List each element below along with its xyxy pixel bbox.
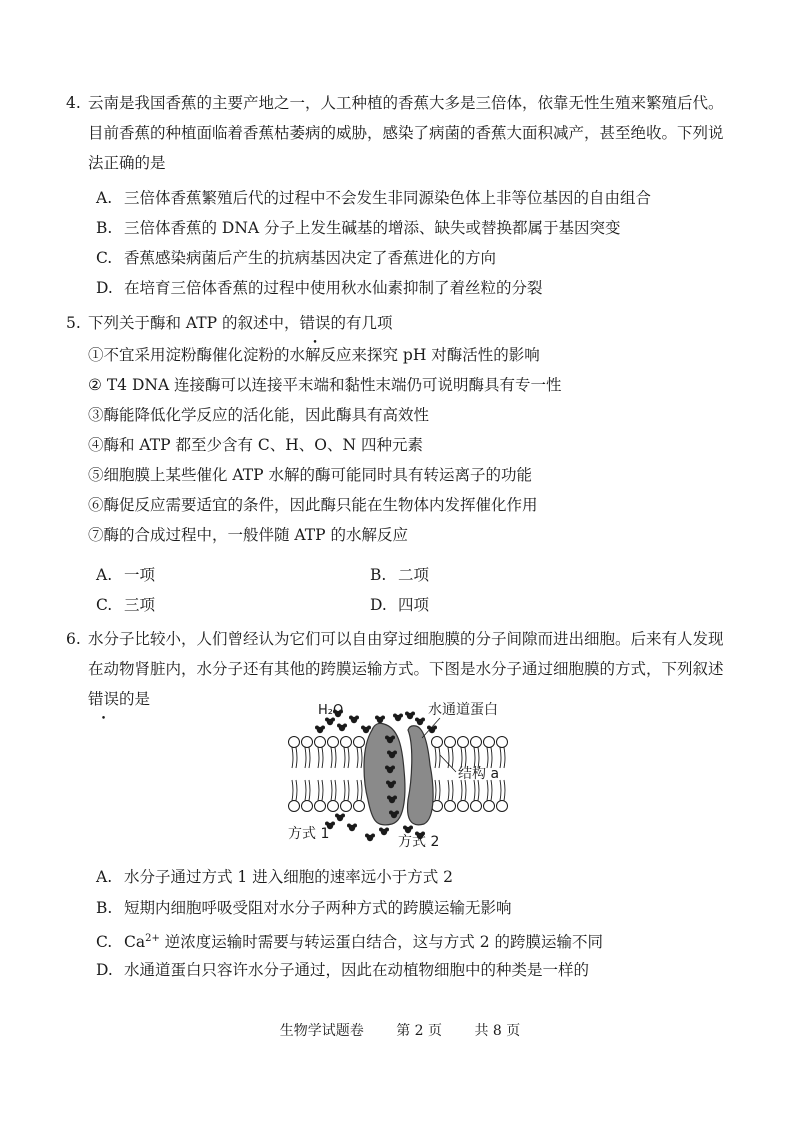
- question-6-line-1: 水分子比较小，人们曾经认为它们可以自由穿过细胞膜的分子间隙而进出细胞。后来有人发现: [88, 630, 724, 648]
- phospholipid-head: [471, 737, 482, 748]
- question-5-option-b[interactable]: B. 二项: [370, 566, 430, 584]
- question-4-number: 4.: [66, 94, 81, 112]
- phospholipid-tail: [465, 748, 466, 769]
- statement-1: ①不宜采用淀粉酶催化淀粉的水解反应来探究 pH 对酶活性的影响: [88, 346, 540, 364]
- water-molecule: [349, 716, 359, 724]
- phospholipid-head: [315, 737, 326, 748]
- question-5-option-a[interactable]: A. 一项: [96, 566, 156, 584]
- phospholipid-tail: [331, 780, 332, 801]
- phospholipid-tail: [448, 780, 449, 801]
- phospholipid-tail: [292, 748, 293, 769]
- phospholipid-tail: [439, 780, 440, 801]
- phospholipid-tail: [357, 780, 358, 801]
- water-molecule: [415, 718, 425, 726]
- phospholipid-head: [354, 801, 365, 812]
- phospholipid-tail: [309, 780, 310, 801]
- phospholipid-tail: [487, 780, 488, 801]
- statement-4: ④酶和 ATP 都至少含有 C、H、O、N 四种元素: [88, 436, 423, 454]
- statement-5: ⑤细胞膜上某些催化 ATP 水解的酶可能同时具有转运离子的功能: [88, 466, 532, 484]
- phospholipid-tail: [335, 780, 336, 801]
- phospholipid-tail: [296, 780, 297, 801]
- label-mode-1: 方式 1: [288, 826, 330, 842]
- phospholipid-head: [497, 737, 508, 748]
- phospholipid-head: [354, 737, 365, 748]
- phospholipid-head: [341, 737, 352, 748]
- phospholipid-tail: [348, 780, 349, 801]
- water-molecule: [315, 726, 325, 734]
- pointer-line: [440, 755, 456, 772]
- phospholipid-tail: [478, 780, 479, 801]
- phospholipid-tail: [452, 748, 453, 769]
- water-molecule: [337, 724, 347, 732]
- membrane-diagram: [280, 700, 520, 850]
- phospholipid-tail: [318, 748, 319, 769]
- question-5-option-c[interactable]: C. 三项: [96, 596, 156, 614]
- phospholipid-tail: [318, 780, 319, 801]
- water-molecule: [405, 712, 415, 720]
- phospholipid-head: [484, 737, 495, 748]
- water-molecule: [325, 718, 335, 726]
- footer-subject: 生物学试题卷: [279, 1023, 364, 1039]
- water-molecule: [365, 834, 375, 842]
- phospholipid-tail: [322, 780, 323, 801]
- phospholipid-head: [432, 737, 443, 748]
- question-5-statements: [88, 340, 562, 550]
- water-molecule: [335, 814, 345, 822]
- phospholipid-tail: [292, 780, 293, 801]
- question-4-option-d[interactable]: D. 在培育三倍体香蕉的过程中使用秋水仙素抑制了着丝粒的分裂: [96, 279, 543, 297]
- statement-7: ⑦酶的合成过程中，一般伴随 ATP 的水解反应: [88, 526, 408, 544]
- phospholipid-tail: [461, 748, 462, 769]
- phospholipid-tail: [348, 748, 349, 769]
- question-6-option-d[interactable]: D. 水通道蛋白只容许水分子通过，因此在动植物细胞中的种类是一样的: [96, 961, 590, 979]
- question-4-option-a[interactable]: A. 三倍体香蕉繁殖后代的过程中不会发生非同源染色体上非等位基因的自由组合: [96, 189, 652, 207]
- phospholipid-tail: [361, 748, 362, 769]
- phospholipid-tail: [335, 748, 336, 769]
- question-4-line-3: 法正确的是: [88, 154, 166, 172]
- phospholipid-tail: [487, 748, 488, 769]
- phospholipid-tail: [435, 780, 436, 801]
- page-footer: [0, 1020, 800, 1040]
- pointer-line: [422, 718, 440, 738]
- phospholipid-tail: [452, 780, 453, 801]
- emphasis-mark: 错误: [299, 314, 331, 332]
- phospholipid-tail: [439, 748, 440, 769]
- phospholipid-tail: [296, 748, 297, 769]
- question-6-option-a[interactable]: A. 水分子通过方式 1 进入细胞的速率远小于方式 2: [96, 868, 454, 886]
- water-molecule: [375, 716, 385, 724]
- water-molecule: [393, 714, 403, 722]
- phospholipid-head: [328, 801, 339, 812]
- emphasis-mark: 错误: [88, 690, 120, 708]
- phospholipid-head: [497, 801, 508, 812]
- phospholipid-tail: [474, 748, 475, 769]
- phospholipid-head: [328, 737, 339, 748]
- water-channel-protein: [364, 723, 433, 825]
- phospholipid-tail: [322, 748, 323, 769]
- phospholipid-tail: [465, 780, 466, 801]
- phospholipid-head: [484, 801, 495, 812]
- question-6-option-b[interactable]: B. 短期内细胞呼吸受阻对水分子两种方式的跨膜运输无影响: [96, 899, 512, 917]
- phospholipid-tail: [361, 780, 362, 801]
- question-6-line-3: 错误的是: [88, 690, 151, 708]
- question-6-number: 6.: [66, 630, 81, 648]
- label-structure-a: 结构 a: [458, 766, 500, 782]
- phospholipid-tail: [344, 748, 345, 769]
- phospholipid-tail: [305, 748, 306, 769]
- phospholipid-head: [458, 737, 469, 748]
- phospholipid-tail: [491, 748, 492, 769]
- phospholipid-tail: [357, 748, 358, 769]
- phospholipid-head: [289, 737, 300, 748]
- question-4-stem: [66, 88, 766, 178]
- phospholipid-tail: [491, 780, 492, 801]
- phospholipid-head: [471, 801, 482, 812]
- question-5-number: 5.: [66, 314, 81, 332]
- phospholipid-head: [445, 737, 456, 748]
- question-6-line-2: 在动物肾脏内，水分子还有其他的跨膜运输方式。下图是水分子通过细胞膜的方式，下列叙述: [88, 660, 724, 678]
- label-water-channel: 水通道蛋白: [428, 702, 498, 718]
- phospholipid-tail: [461, 780, 462, 801]
- phospholipid-head: [302, 801, 313, 812]
- footer-page: 第 2 页: [396, 1023, 442, 1039]
- water-molecule: [347, 824, 357, 832]
- statement-3: ③酶能降低化学反应的活化能，因此酶具有高效性: [88, 406, 430, 424]
- water-molecule: [403, 826, 413, 834]
- question-5-option-d[interactable]: D. 四项: [370, 596, 430, 614]
- phospholipid-tail: [504, 748, 505, 769]
- phospholipid-tail: [504, 780, 505, 801]
- phospholipid-tail: [309, 748, 310, 769]
- phospholipid-tail: [500, 748, 501, 769]
- phospholipid-head: [289, 801, 300, 812]
- question-4-option-c[interactable]: C. 香蕉感染病菌后产生的抗病基因决定了香蕉进化的方向: [96, 249, 497, 267]
- question-4-line-2: 目前香蕉的种植面临着香蕉枯萎病的威胁，感染了病菌的香蕉大面积减产，甚至绝收。下列说: [88, 124, 724, 142]
- phospholipid-tail: [344, 780, 345, 801]
- question-4-option-b[interactable]: B. 三倍体香蕉的 DNA 分子上发生碱基的增添、缺失或替换都属于基因突变: [96, 219, 621, 237]
- phospholipid-tail: [305, 780, 306, 801]
- phospholipid-tail: [435, 748, 436, 769]
- phospholipid-tail: [500, 780, 501, 801]
- phospholipid-tail: [478, 748, 479, 769]
- label-h2o: H₂O: [318, 703, 344, 718]
- water-molecule: [379, 828, 389, 836]
- statement-2: ② T4 DNA 连接酶可以连接平末端和黏性末端仍可说明酶具有专一性: [88, 376, 562, 394]
- statement-6: ⑥酶促反应需要适宜的条件，因此酶只能在生物体内发挥催化作用: [88, 496, 538, 514]
- phospholipid-head: [458, 801, 469, 812]
- phospholipid-head: [315, 801, 326, 812]
- question-5-stem: 5. 下列关于酶和 ATP 的叙述中，错误的有几项: [66, 308, 766, 338]
- phospholipid-head: [302, 737, 313, 748]
- water-molecule: [361, 726, 371, 734]
- phospholipid-tail: [331, 748, 332, 769]
- question-6-option-c[interactable]: C. $Ca^{2+}$ 逆浓度运输时需要与转运蛋白结合，这与方式 2 的跨膜运输不同: [96, 933, 604, 952]
- question-4-line-1: 云南是我国香蕉的主要产地之一，人工种植的香蕉大多是三倍体，依靠无性生殖来繁殖后代。: [88, 94, 724, 112]
- label-mode-2: 方式 2: [398, 834, 440, 850]
- footer-total: 共 8 页: [474, 1023, 521, 1039]
- phospholipid-head: [341, 801, 352, 812]
- phospholipid-tail: [474, 780, 475, 801]
- phospholipid-head: [445, 801, 456, 812]
